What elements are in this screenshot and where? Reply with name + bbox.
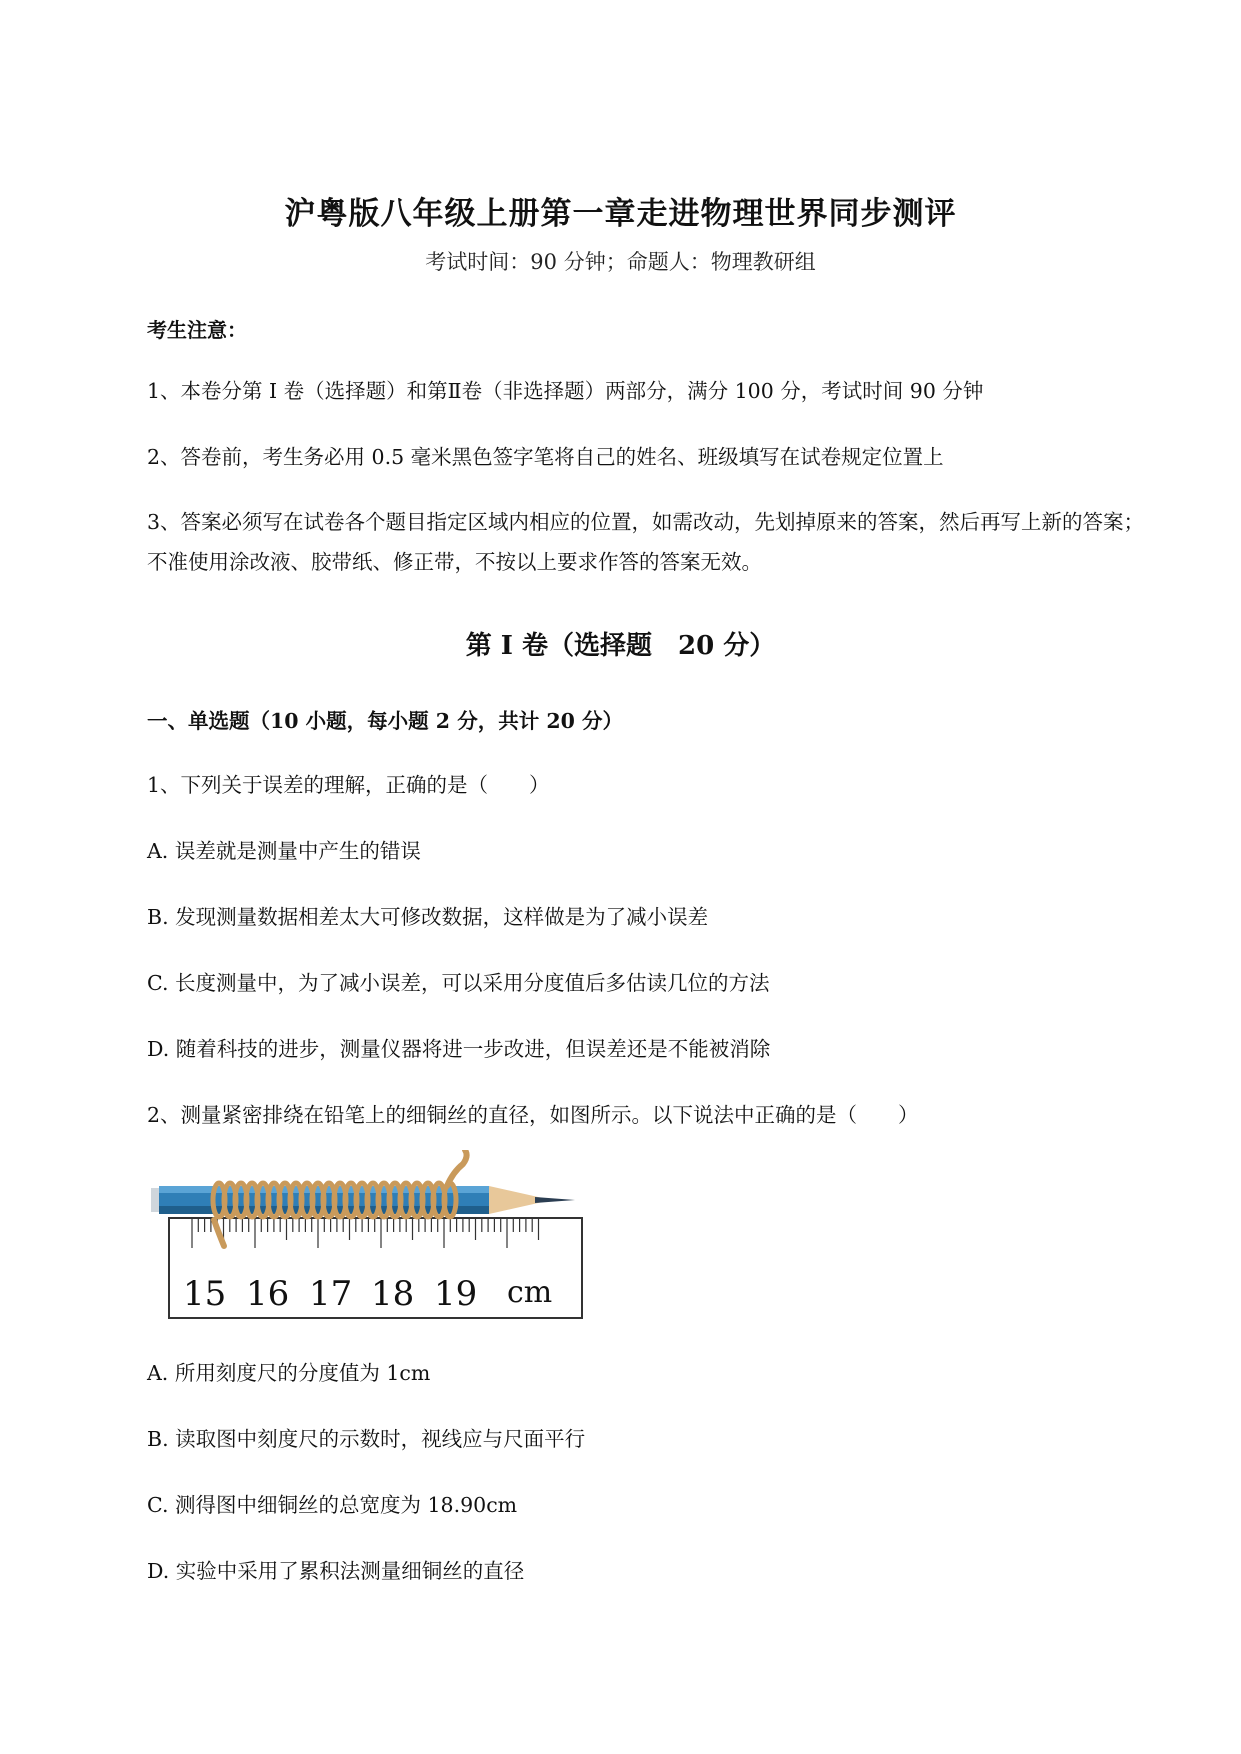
ruler-unit: cm <box>507 1275 553 1310</box>
question-2-stem: 2、测量紧密排绕在铅笔上的细铜丝的直径，如图所示。以下说法中正确的是（ ） <box>147 1103 919 1127</box>
notice-item-2: 2、答卷前，考生务必用 0.5 毫米黑色签字笔将自己的姓名、班级填写在试卷规定位置上 <box>147 445 944 469</box>
question-1-stem: 1、下列关于误差的理解，正确的是（ ） <box>147 773 550 797</box>
pencil-lead <box>535 1197 575 1203</box>
question-2-option-c: C. 测得图中细铜丝的总宽度为 18.90cm <box>147 1493 518 1517</box>
pencil-ruler-illustration <box>147 1150 587 1320</box>
ruler-label-15: 15 <box>183 1274 227 1314</box>
ruler-label-19: 19 <box>434 1274 478 1314</box>
ruler-label-18: 18 <box>371 1274 415 1314</box>
part-heading: 一、单选题（10 小题，每小题 2 分，共计 20 分） <box>147 709 624 733</box>
exam-info: 考试时间：90 分钟；命题人：物理教研组 <box>425 250 816 274</box>
question-1-option-c: C. 长度测量中，为了减小误差，可以采用分度值后多估读几位的方法 <box>147 971 770 995</box>
question-1-option-d: D. 随着科技的进步，测量仪器将进一步改进，但误差还是不能被消除 <box>147 1037 771 1061</box>
question-1-option-a: A. 误差就是测量中产生的错误 <box>147 839 421 863</box>
wire-tail-right <box>447 1150 467 1186</box>
notice-item-3: 3、答案必须写在试卷各个题目指定区域内相应的位置，如需改动，先划掉原来的答案，然后再写上新的答案；不准使用涂改液、胶带纸、修正带，不按以上要求作答的答案无效。 <box>147 510 1145 574</box>
question-2-option-d: D. 实验中采用了累积法测量细铜丝的直径 <box>147 1559 525 1583</box>
notice-item-1: 1、本卷分第 I 卷（选择题）和第Ⅱ卷（非选择题）两部分，满分 100 分，考试时间 90 分钟 <box>147 379 984 403</box>
section-title: 第 I 卷（选择题 20 分） <box>465 631 776 661</box>
page-title: 沪粤版八年级上册第一章走进物理世界同步测评 <box>284 196 957 232</box>
copper-wire-coils <box>213 1183 456 1217</box>
question-1-option-b: B. 发现测量数据相差太大可修改数据，这样做是为了减小误差 <box>147 905 709 929</box>
question-2-option-b: B. 读取图中刻度尺的示数时，视线应与尺面平行 <box>147 1427 586 1451</box>
ruler-label-16: 16 <box>246 1274 290 1314</box>
notice-heading: 考生注意： <box>147 318 247 342</box>
question-2-option-a: A. 所用刻度尺的分度值为 1cm <box>147 1361 431 1385</box>
pencil-ruler-figure <box>147 1150 587 1320</box>
ruler-label-17: 17 <box>309 1274 353 1314</box>
